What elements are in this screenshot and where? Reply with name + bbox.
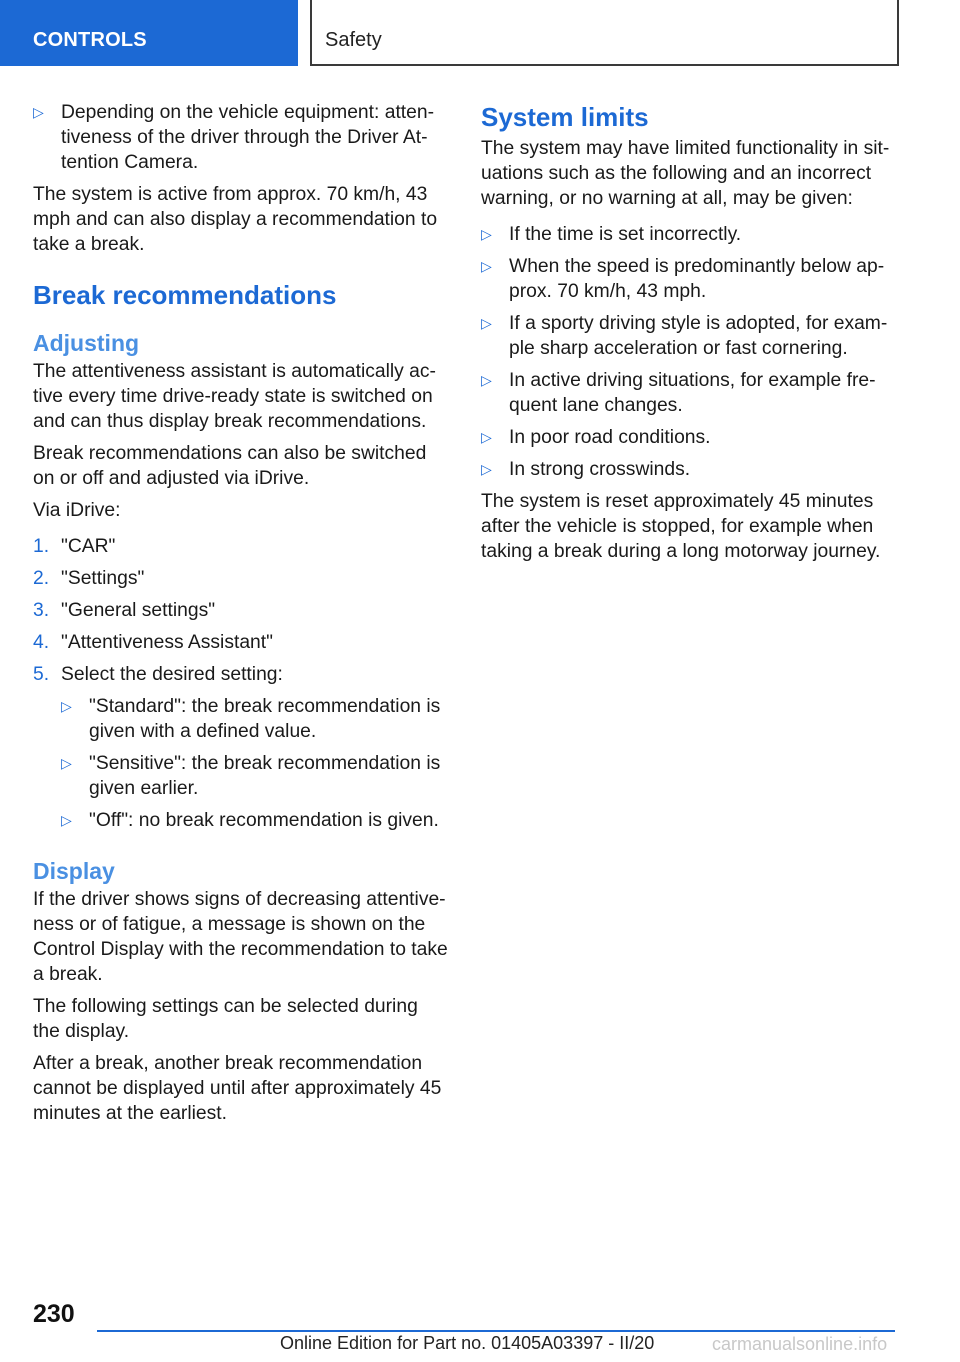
section-tab [0, 0, 298, 66]
step-item: 2. "Settings" [33, 568, 145, 589]
section-heading: Break recommendations [33, 280, 337, 310]
triangle-right-icon: ▷ [481, 258, 492, 274]
paragraph: Via iDrive: [33, 500, 121, 521]
section-heading: System limits [481, 102, 649, 132]
footer-divider [97, 1330, 895, 1332]
paragraph: The system is active from approx. 70 km/h, 43 mph and can also display a recommendation to take a break. [33, 184, 438, 255]
step-number: 4. [33, 632, 50, 653]
step-item: 4. "Attentiveness Assistant" [33, 632, 273, 653]
triangle-right-icon: ▷ [481, 372, 492, 388]
step-number: 2. [33, 568, 50, 589]
list-item: ▷ If the time is set incorrectly. [481, 224, 742, 245]
list-item: ▷ Depending on the vehicle equipment: atten-tiveness of the driver through the Driver At-tention Camera. [33, 102, 435, 173]
paragraph: After a break, another break recommendation cannot be displayed until after approximately 45 minutes at the earliest. [33, 1053, 442, 1124]
triangle-right-icon: ▷ [61, 698, 72, 714]
step-number: 3. [33, 600, 50, 621]
triangle-right-icon: ▷ [33, 104, 44, 120]
step-number: 5. [33, 664, 50, 685]
section-title: CONTROLS [33, 29, 147, 51]
triangle-right-icon: ▷ [61, 755, 72, 771]
left-column [33, 100, 448, 1133]
paragraph: The system may have limited functionality in sit-uations such as the following and an incorrect warning, or no warning at all, may be given: [481, 138, 890, 209]
list-item: ▷ In active driving situations, for example fre-quent lane changes. [481, 370, 876, 416]
paragraph: The following settings can be selected during the display. [33, 996, 418, 1042]
triangle-right-icon: ▷ [481, 315, 492, 331]
list-item: ▷ If a sporty driving style is adopted, for exam-ple sharp acceleration or fast cornering. [481, 313, 888, 359]
list-item: ▷ When the speed is predominantly below ap-prox. 70 km/h, 43 mph. [481, 256, 885, 302]
option-item: ▷ "Sensitive": the break recommendation is given earlier. [61, 753, 441, 799]
triangle-right-icon: ▷ [481, 429, 492, 445]
triangle-right-icon: ▷ [481, 461, 492, 477]
step-number: 1. [33, 536, 50, 557]
paragraph: The attentiveness assistant is automatically ac-tive every time drive-ready state is switched on and can thus display break recommendations. [33, 361, 436, 432]
list-item: ▷ In poor road conditions. [481, 427, 711, 448]
chapter-title: Safety [325, 29, 382, 51]
triangle-right-icon: ▷ [61, 812, 72, 828]
paragraph: The system is reset approximately 45 minutes after the vehicle is stopped, for example when taking a break during a long motorway journey. [481, 491, 881, 562]
paragraph: Break recommendations can also be switched on or off and adjusted via iDrive. [33, 443, 427, 489]
watermark: carmanualsonline.info [712, 1334, 888, 1354]
triangle-right-icon: ▷ [481, 226, 492, 242]
step-item: 5. Select the desired setting: [33, 664, 283, 685]
edition-note: Online Edition for Part no. 01405A03397 - II/20 [280, 1333, 655, 1353]
paragraph: If the driver shows signs of decreasing attentive-ness or of fatigue, a message is shown on the Control Display with the recommendation to take a break. [33, 889, 448, 985]
list-item: ▷ In strong crosswinds. [481, 459, 691, 480]
right-column [481, 100, 891, 571]
step-item: 1. "CAR" [33, 536, 116, 557]
page-number: 230 [33, 1300, 75, 1328]
subsection-heading: Display [33, 858, 115, 884]
subsection-heading: Adjusting [33, 330, 140, 356]
step-item: 3. "General settings" [33, 600, 216, 621]
chapter-tab [310, 0, 899, 66]
option-item: ▷ "Off": no break recommendation is given. [61, 810, 439, 831]
option-item: ▷ "Standard": the break recommendation is given with a defined value. [61, 696, 441, 742]
